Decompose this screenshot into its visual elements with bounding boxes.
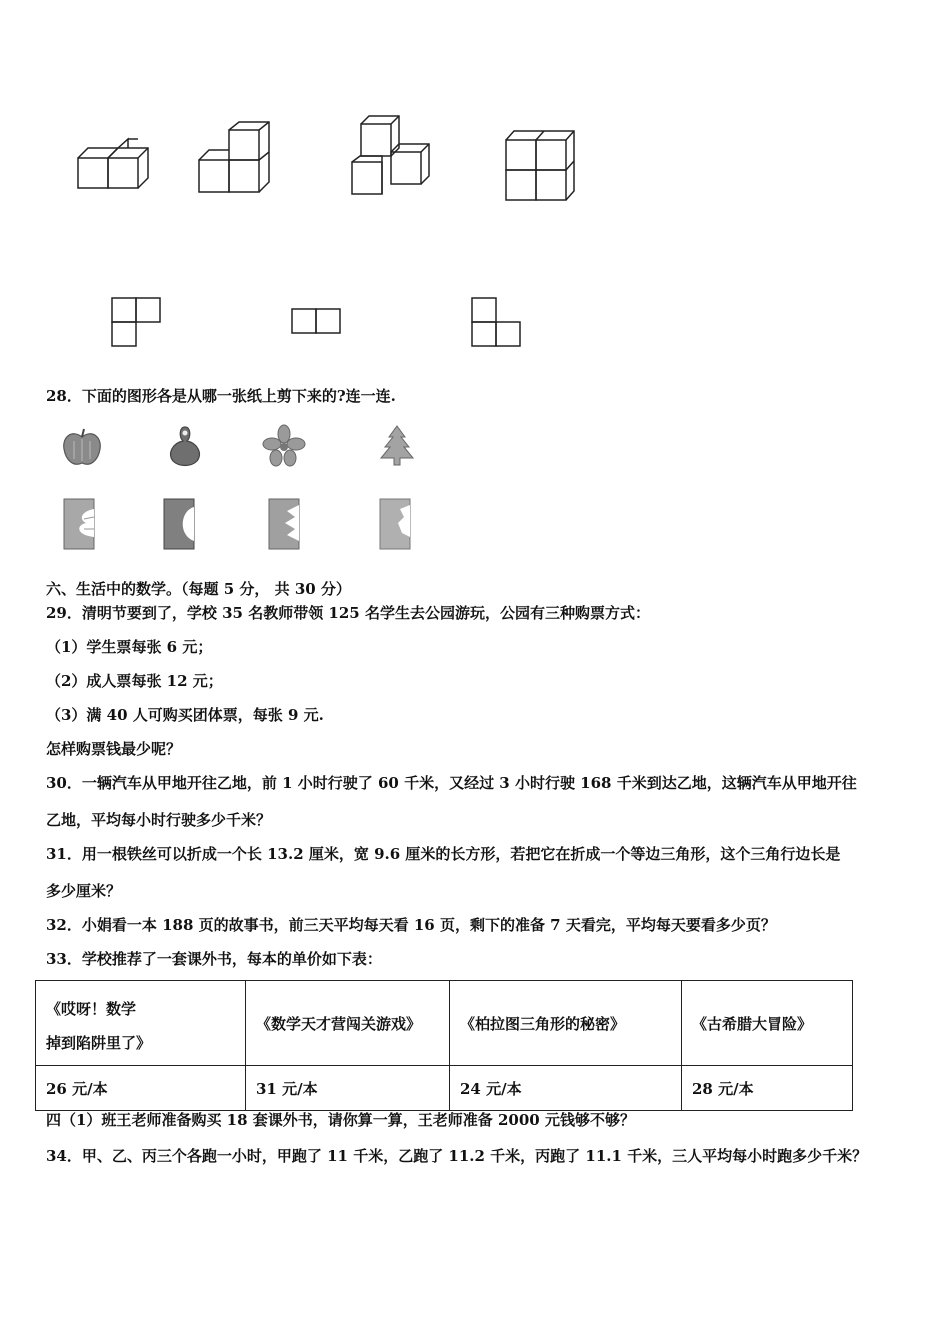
book-price-4: 28 元/本 [682,1066,853,1111]
book-price-2: 31 元/本 [246,1066,450,1111]
q31-line-2: 多少厘米？ [46,882,122,900]
book-title-1-line-1: 《哎呀！数学 [46,1000,137,1018]
q30-line-1: 30．一辆汽车从甲地开往乙地，前 1 小时行驶了 60 千米，又经过 3 小时行驶 168 千米到达乙地，这辆汽车从甲地开往 [46,774,857,792]
cube-solid-3 [345,112,440,202]
book-price-3: 24 元/本 [450,1066,682,1111]
tree-shape [375,423,420,468]
q29-option-1: （1）学生票每张 6 元； [46,638,213,656]
q33-text: 33．学校推荐了一套课外书，每本的单价如下表： [46,950,382,968]
apple-shape [60,425,105,470]
paper-notch-cutout [376,495,416,553]
paper-leaf-cutout [60,495,100,553]
view-outline-2 [290,307,345,337]
q31-line-1: 31．用一根铁丝可以折成一个长 13.2 厘米，宽 9.6 厘米的长方形，若把它在折成一个等边三角形，这个三角行边长是 [46,845,841,863]
view-outline-3 [470,296,525,348]
q30-line-2: 乙地，平均每小时行驶多少千米？ [46,811,272,829]
table-cell [450,981,682,1066]
cube-solid-2 [192,118,277,198]
q33-question: 四（1）班王老师准备购买 18 套课外书，请你算一算，王老师准备 2000 元钱够不够？ [46,1111,635,1129]
table-cell [682,981,853,1066]
book-title-3: 《柏拉图三角形的秘密》 [460,1014,626,1033]
book-title-2: 《数学天才营闯关游戏》 [256,1014,422,1033]
book-title-4: 《古希腊大冒险》 [692,1014,813,1033]
q34-text: 34．甲、乙、丙三个各跑一小时，甲跑了 11 千米，乙跑了 11.2 千米，丙跑了 11.1 千米，三人平均每小时跑多少千米？ [46,1147,868,1165]
book-title-1-line-2: 掉到陷阱里了》 [46,1034,152,1052]
table-cell [246,981,450,1066]
cube-solid-4 [500,125,585,205]
book-price-table [35,980,853,1111]
table-row [36,981,853,1066]
section-6-title: 六、生活中的数学。（每题 5 分， 共 30 分） [46,580,351,598]
table-cell [36,981,246,1066]
gourd-shape [163,423,208,468]
book-price-1: 26 元/本 [36,1066,246,1111]
paper-zigzag-cutout [265,495,305,553]
q28-text: 28．下面的图形各是从哪一张纸上剪下来的?连一连. [46,387,396,405]
table-row [36,1066,853,1111]
q29-text: 29．清明节要到了，学校 35 名教师带领 125 名学生去公园游玩，公园有三种购票方式： [46,604,650,622]
view-outline-1 [110,296,165,348]
q32-text: 32．小娟看一本 188 页的故事书，前三天平均每天看 16 页，剩下的准备 7 天看完，平均每天要看多少页？ [46,916,776,934]
q29-question: 怎样购票钱最少呢？ [46,740,182,758]
q29-option-2: （2）成人票每张 12 元； [46,672,223,690]
flower-shape [262,424,307,469]
q29-option-3: （3）满 40 人可购买团体票，每张 9 元. [46,706,324,724]
paper-crescent-cutout [160,495,200,553]
cube-solid-1 [70,135,160,195]
